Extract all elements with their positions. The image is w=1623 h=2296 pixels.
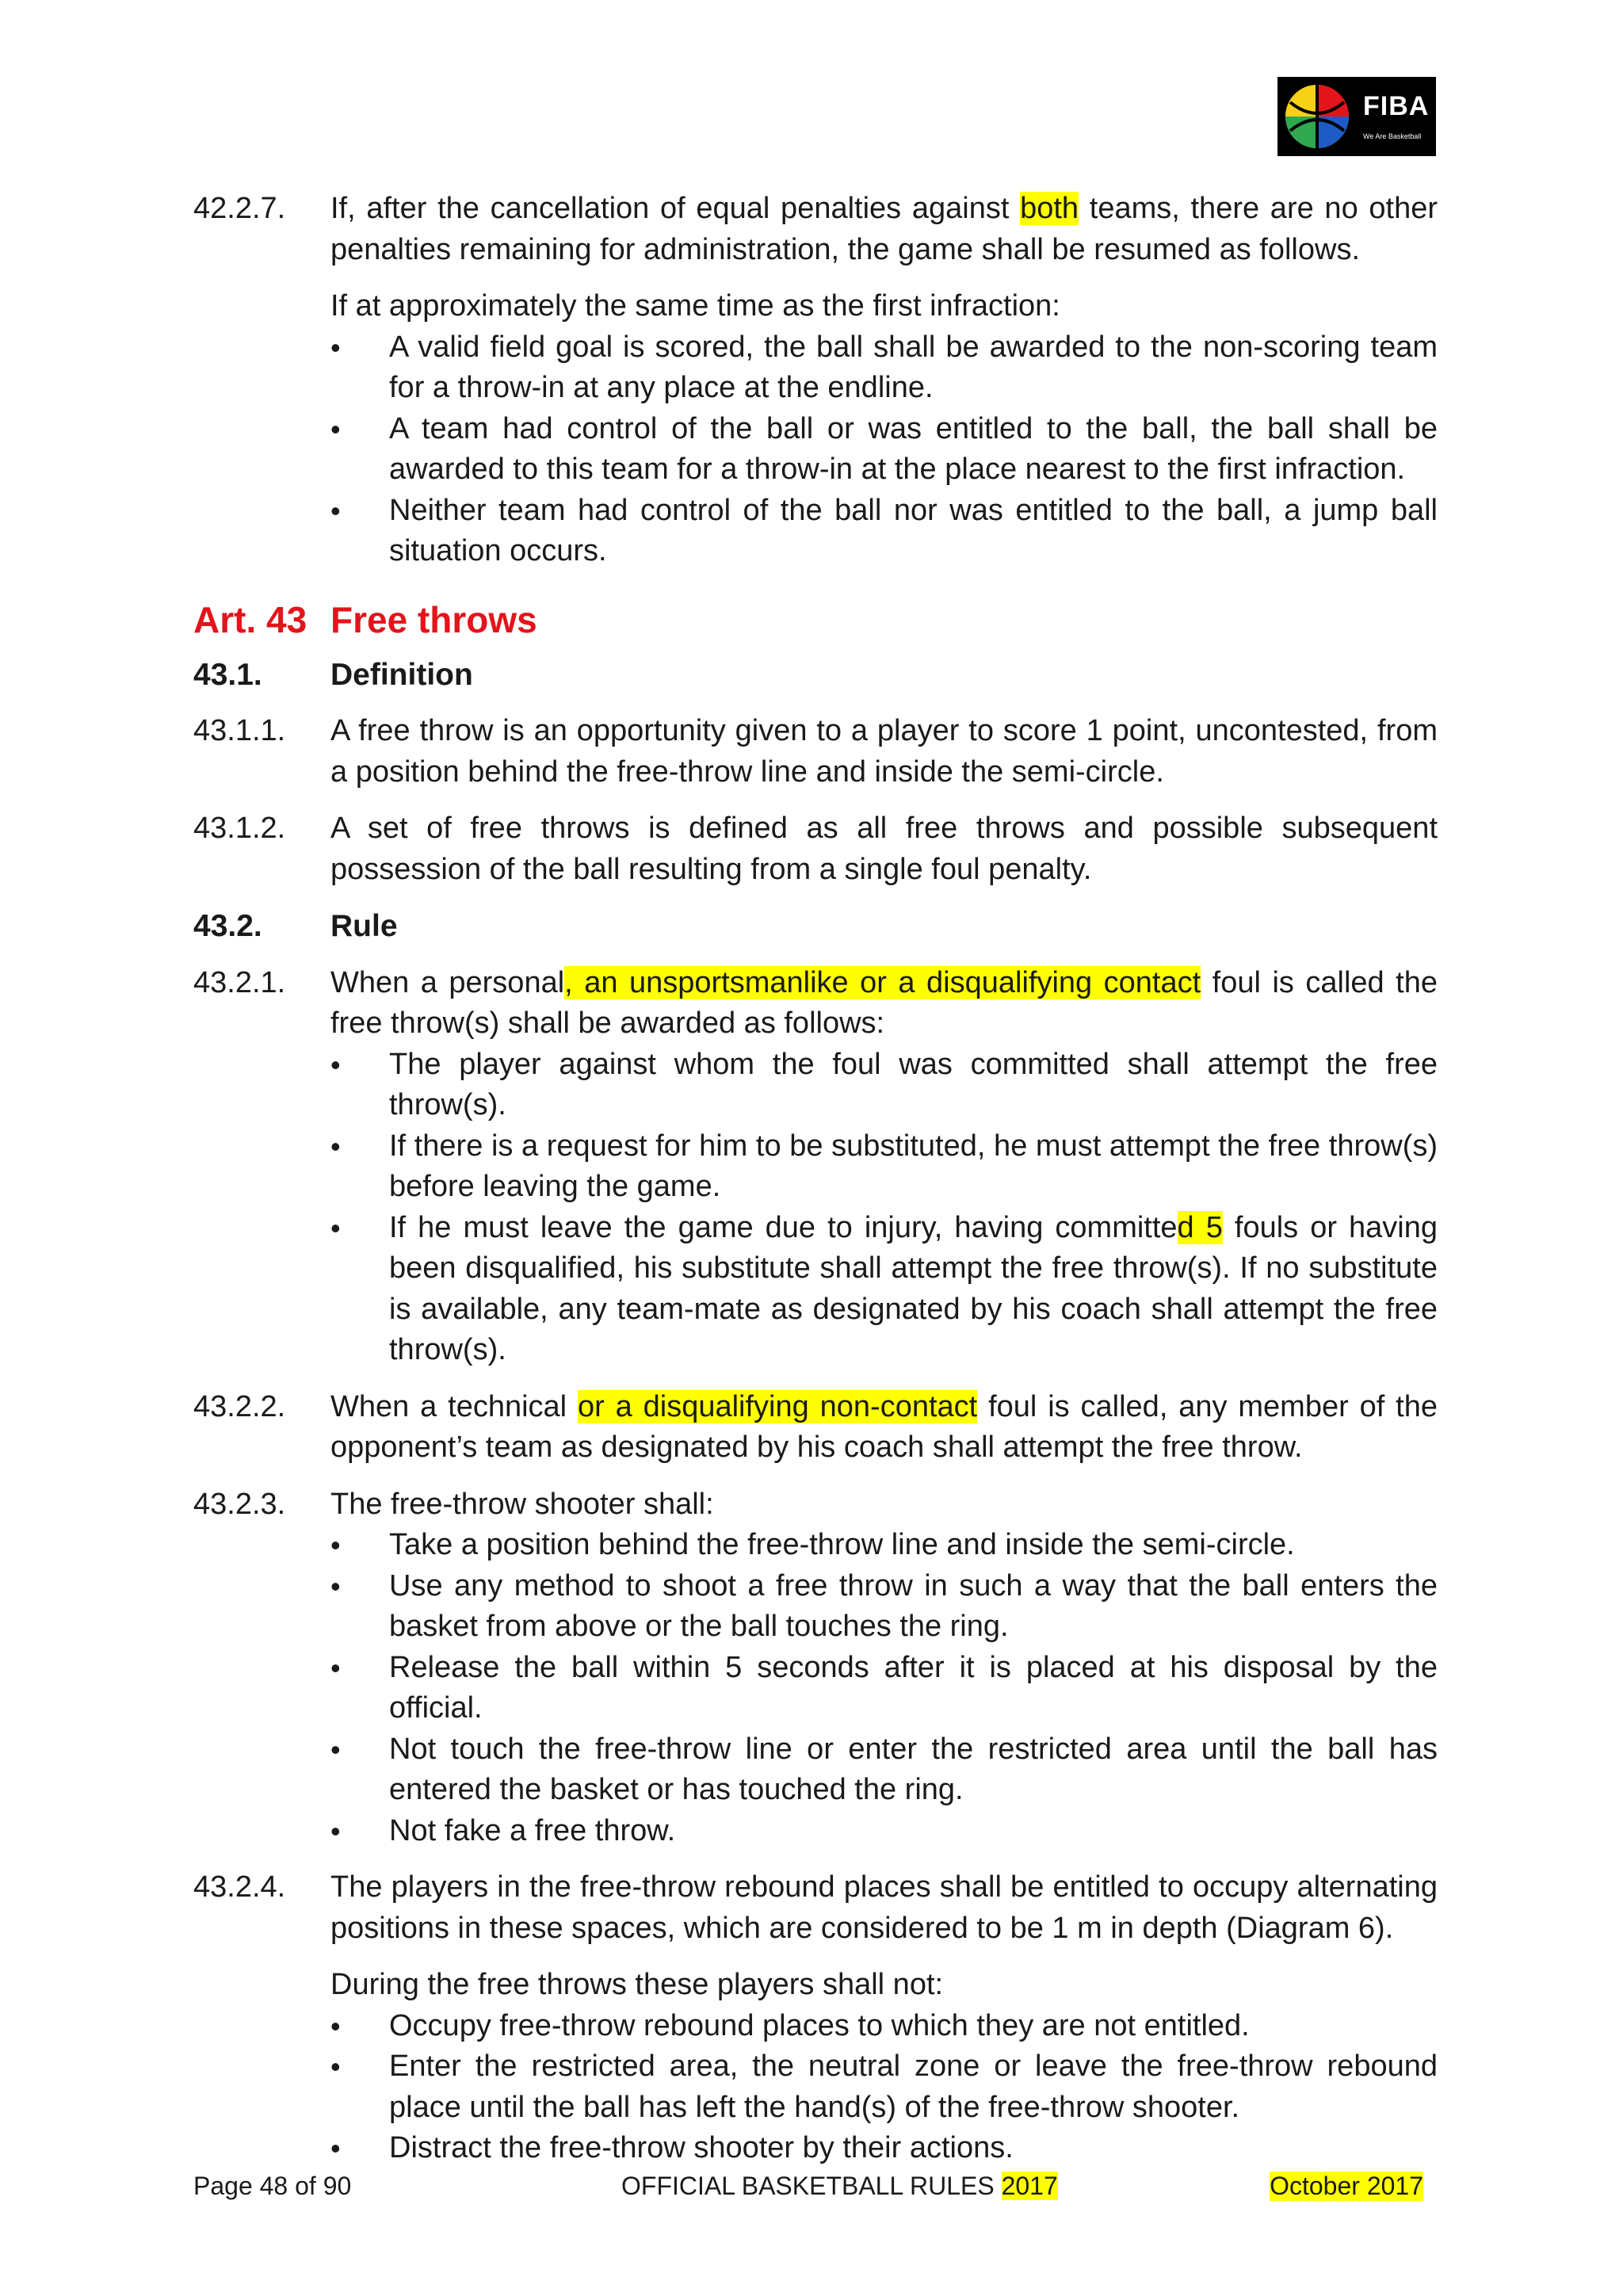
list-item: • Neither team had control of the ball nor was entitled to the ball, a jump ball situation occurs. — [330, 491, 1438, 572]
clause-text: When a personal, an unsportsmanlike or a disqualifying contact foul is called the free throw(s) shall be awarded as follows: — [330, 965, 1438, 1040]
clause-number: 43.1.2. — [193, 812, 286, 845]
logo-tagline: We Are Basketball — [1363, 132, 1422, 140]
bullet-list — [330, 2006, 1438, 2169]
fiba-logo — [1277, 77, 1436, 156]
highlight: both — [1020, 192, 1079, 225]
clause-43-2-3 — [193, 1484, 1438, 1852]
clause-number: 43.2.2. — [193, 1389, 286, 1423]
list-item: • Not fake a free throw. — [330, 1811, 1438, 1852]
bullet-list — [330, 1525, 1438, 1851]
clause-number: 43.2.4. — [193, 1870, 286, 1904]
list-item: • A team had control of the ball or was entitled to the ball, the ball shall be awarded to this team for a throw-in at the place nearest to the first infraction. — [330, 409, 1438, 491]
clause-43-1-2 — [193, 808, 1438, 890]
list-item: • Release the ball within 5 seconds after it is placed at his disposal by the official. — [330, 1648, 1438, 1729]
clause-43-1-1 — [193, 711, 1438, 793]
list-item: • Take a position behind the free-throw line and inside the semi-circle. — [330, 1525, 1438, 1566]
article-42-2-7 — [193, 189, 1438, 572]
clause-text: A set of free throws is defined as all free throws and possible subsequent possession of the ball resulting from a single foul penalty. — [330, 812, 1438, 886]
page-footer — [193, 2172, 1438, 2206]
highlight: or a disqualifying non-contact — [577, 1389, 978, 1423]
section-heading-43-1 — [193, 655, 1438, 696]
list-item: • If he must leave the game due to injury, having committed 5 fouls or having been disqualified, his substitute shall attempt the free throw(s). If no substitute is available, any team-mate as designated by his coach shall attempt the free throw(s). — [330, 1208, 1438, 1371]
list-item: • Occupy free-throw rebound places to which they are not entitled. — [330, 2006, 1438, 2047]
section-number: 43.1. — [193, 657, 262, 692]
clause-number: 43.1.1. — [193, 714, 286, 747]
footer-date: October 2017 — [1270, 2172, 1423, 2200]
section-number: 43.2. — [193, 909, 262, 943]
page-number: Page 48 of 90 — [193, 2172, 352, 2200]
bullet-list — [330, 327, 1438, 572]
document-body — [193, 189, 1438, 2185]
list-item: • Use any method to shoot a free throw in such a way that the ball enters the basket from above or the ball touches the ring. — [330, 1566, 1438, 1648]
clause-text-2: If at approximately the same time as the first infraction: — [330, 289, 1060, 323]
basketball-logo-icon — [1277, 77, 1357, 156]
highlight: , an unsportsmanlike or a disqualifying contact — [564, 965, 1201, 999]
bullet-list — [330, 1045, 1438, 1371]
section-heading-43-2 — [193, 906, 1438, 947]
article-number: Art. 43 — [193, 598, 307, 640]
clause-text: A free throw is an opportunity given to a player to score 1 point, uncontested, from a position behind the free-throw line and inside the semi-circle. — [330, 714, 1438, 789]
clause-43-2-4 — [193, 1867, 1438, 2169]
highlight: d 5 — [1177, 1210, 1223, 1244]
clause-43-2-2 — [193, 1387, 1438, 1469]
clause-number: 42.2.7. — [193, 192, 286, 225]
clause-text: When a technical or a disqualifying non-contact foul is called, any member of the opponent’s team as designated by his coach shall attempt the free throw. — [330, 1389, 1438, 1464]
clause-text-2: During the free throws these players shall not: — [330, 1968, 944, 2001]
clause-text: If, after the cancellation of equal penalties against both teams, there are no other penalties remaining for administration, the game shall be resumed as follows. — [330, 192, 1438, 266]
footer-title: OFFICIAL BASKETBALL RULES 2017 — [621, 2172, 1058, 2200]
list-item: • Distract the free-throw shooter by their actions. — [330, 2128, 1438, 2169]
article-heading — [193, 596, 1438, 644]
list-item: • Enter the restricted area, the neutral zone or leave the free-throw rebound place until the ball has left the hand(s) of the free-throw shooter. — [330, 2046, 1438, 2128]
section-title: Rule — [330, 909, 398, 943]
article-title: Free throws — [330, 598, 537, 640]
clause-number: 43.2.3. — [193, 1487, 286, 1521]
list-item: • Not touch the free-throw line or enter the restricted area until the ball has entered the basket or has touched the ring. — [330, 1729, 1438, 1811]
section-title: Definition — [330, 657, 473, 692]
highlight: 2017 — [1001, 2172, 1058, 2200]
list-item: • If there is a request for him to be substituted, he must attempt the free throw(s) before leaving the game. — [330, 1126, 1438, 1208]
list-item: • A valid field goal is scored, the ball shall be awarded to the non-scoring team for a throw-in at any place at the endline. — [330, 327, 1438, 409]
clause-text: The players in the free-throw rebound places shall be entitled to occupy alternating positions in these spaces, which are considered to be 1 m in depth (Diagram 6). — [330, 1870, 1438, 1945]
clause-number: 43.2.1. — [193, 965, 286, 999]
clause-43-2-1 — [193, 963, 1438, 1371]
list-item: • The player against whom the foul was committed shall attempt the free throw(s). — [330, 1045, 1438, 1126]
logo-brand-text: FIBA — [1363, 91, 1430, 121]
clause-text: The free-throw shooter shall: — [330, 1487, 714, 1521]
